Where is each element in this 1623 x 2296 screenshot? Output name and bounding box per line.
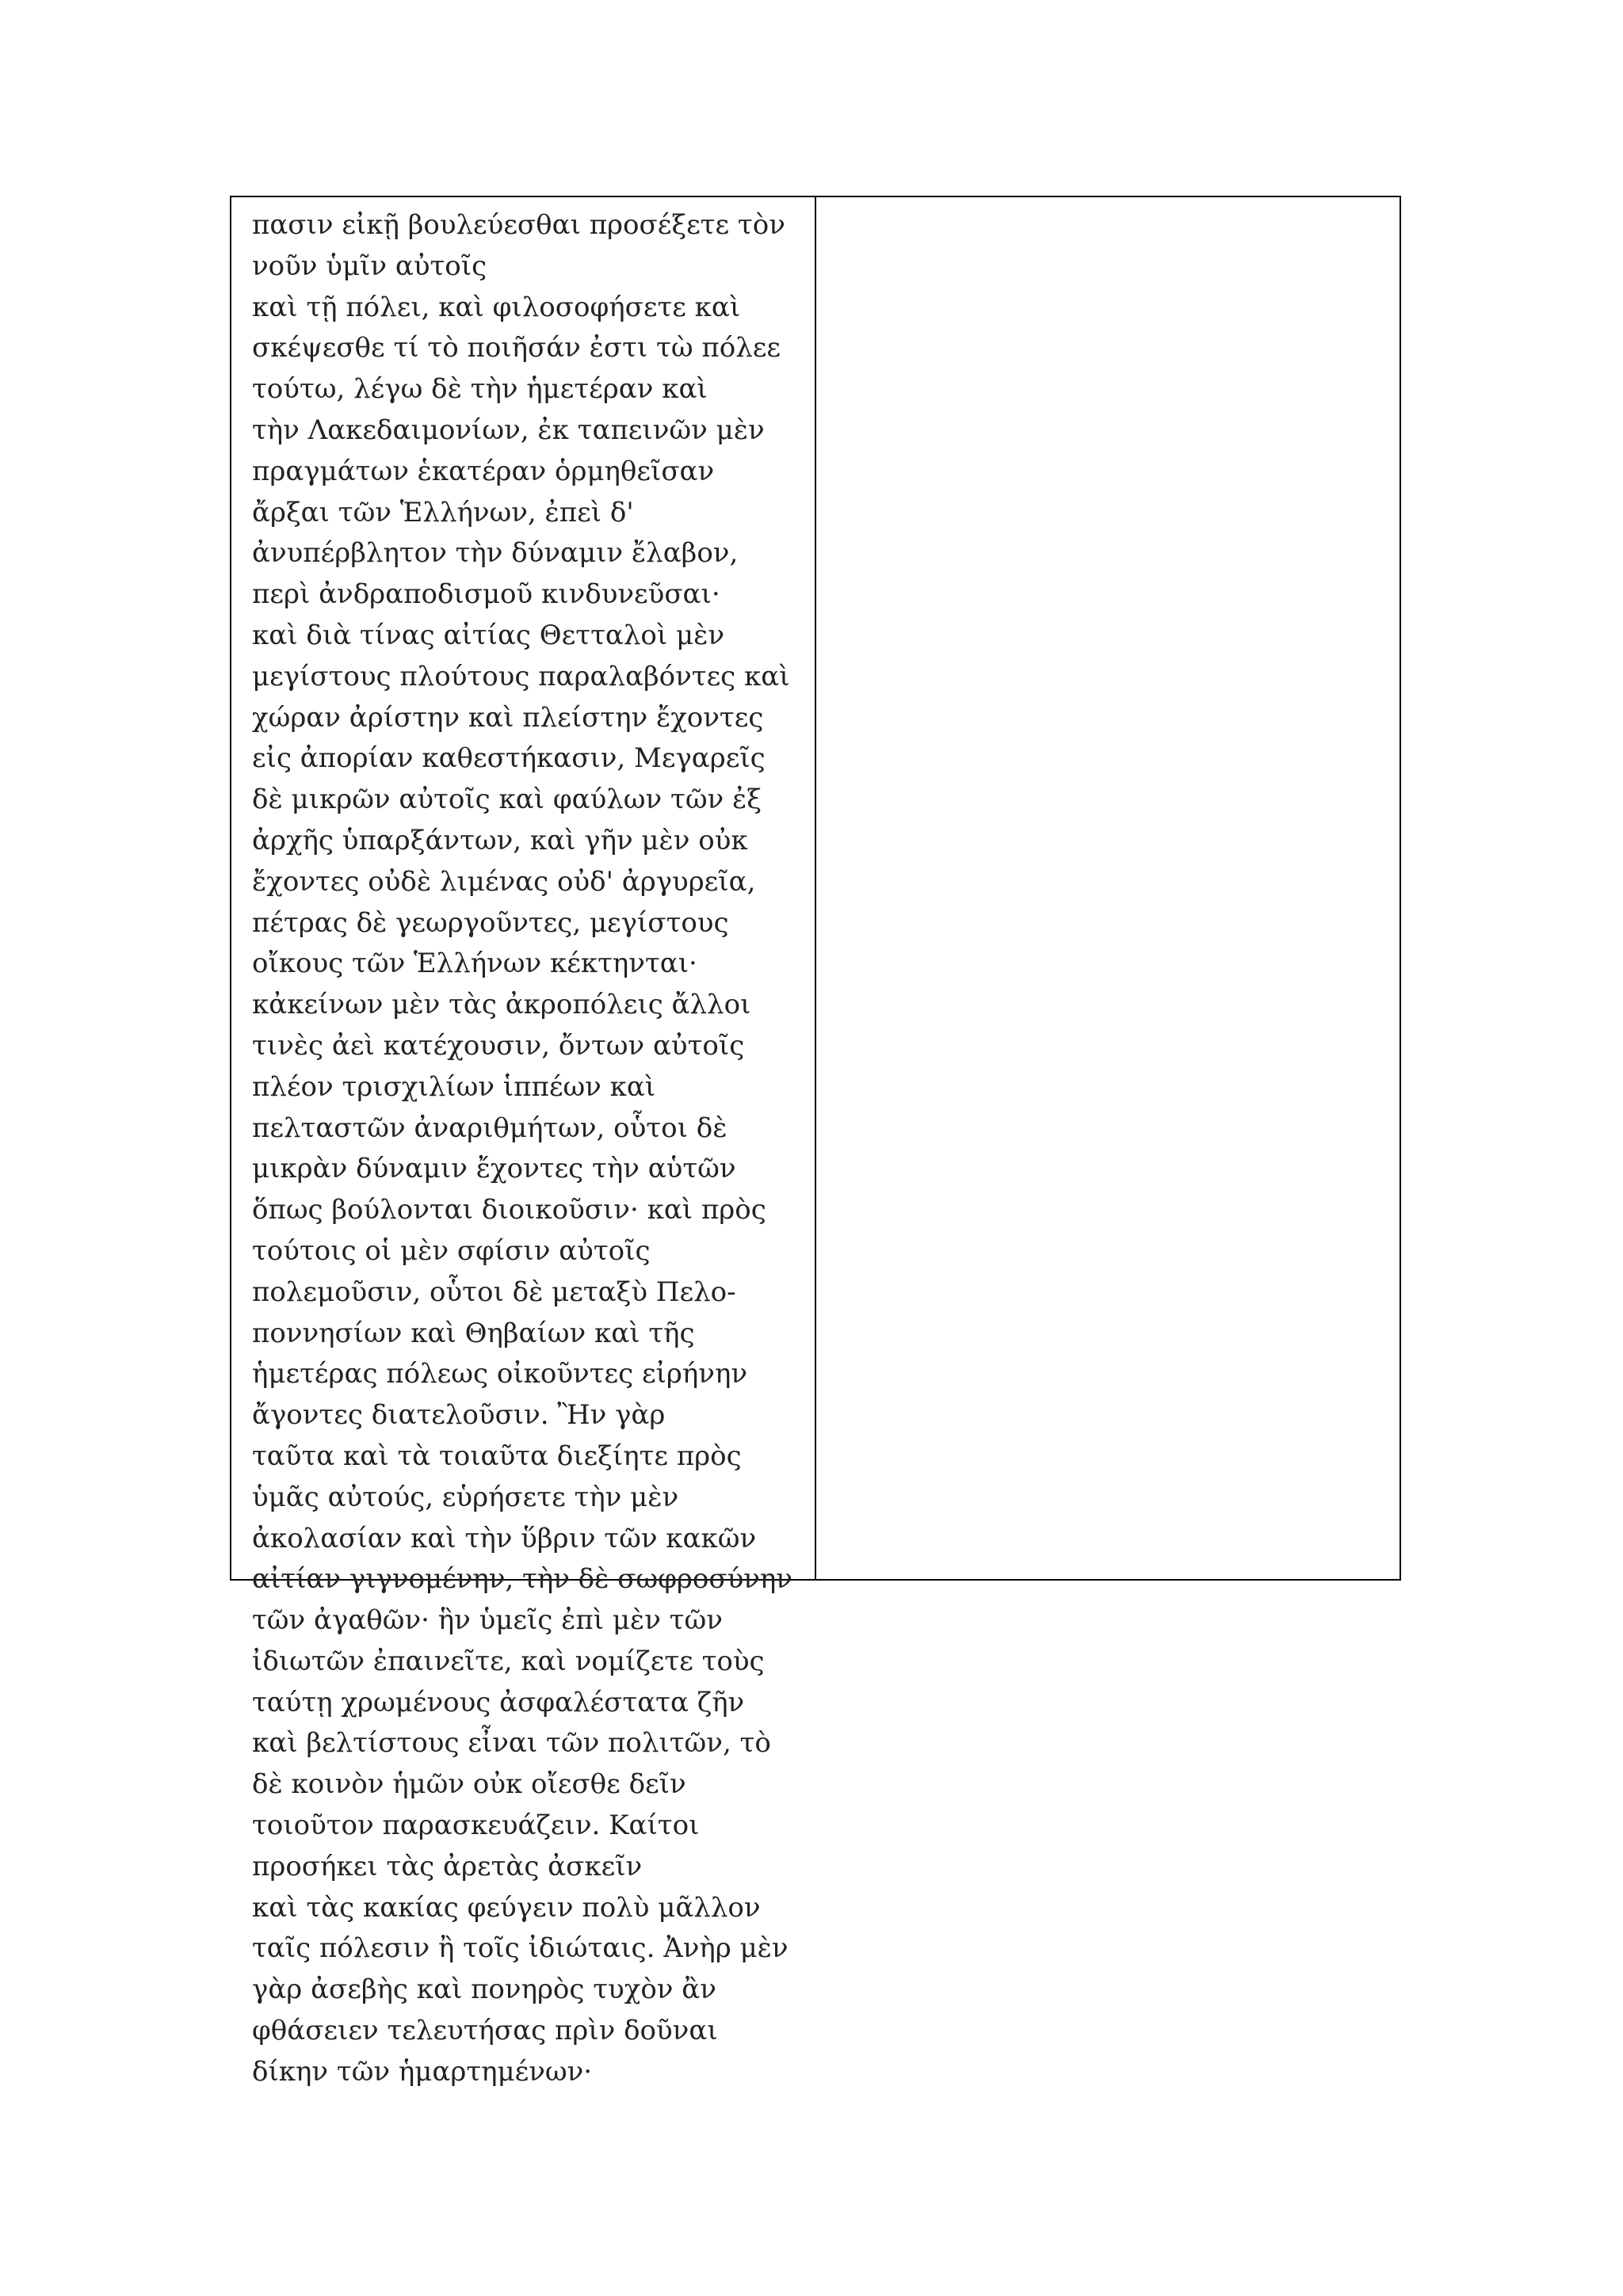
text-line: πολεμοῦσιν, οὗτοι δὲ μεταξὺ Πελο- [252, 1276, 736, 1308]
greek-text-column [231, 197, 816, 2088]
text-line: φθάσειεν τελευτήσας πρὶν δοῦναι [252, 2015, 718, 2047]
text-line: μεγίστους πλούτους παραλαβόντες καὶ [252, 660, 790, 692]
text-line: τούτοις οἱ μὲν σφίσιν αὐτοῖς [252, 1234, 651, 1267]
text-line: τινὲς ἀεὶ κατέχουσιν, ὄντων αὐτοῖς [252, 1029, 745, 1062]
text-line: χώραν ἀρίστην καὶ πλείστην ἔχοντες [252, 701, 764, 734]
text-line: ἡμετέρας πόλεως οἰκοῦντες εἰρήνην [252, 1358, 747, 1390]
text-line: ἰδιωτῶν ἐπαινεῖτε, καὶ νομίζετε τοὺς [252, 1645, 765, 1677]
text-line: καὶ διὰ τίνας αἰτίας Θετταλοὶ μὲν [252, 619, 725, 651]
text-line: πέτρας δὲ γεωργοῦντες, μεγίστους [252, 906, 729, 939]
text-line: σκέψεσθε τί τὸ ποιῆσάν ἐστι τὼ πόλεε [252, 332, 781, 364]
text-line: δὲ κοινὸν ἡμῶν οὐκ οἴεσθε δεῖν [252, 1768, 686, 1801]
text-line: δὲ μικρῶν αὐτοῖς καὶ φαύλων τῶν ἐξ [252, 784, 762, 816]
text-line: νοῦν ὑμῖν αὐτοῖς [252, 250, 487, 282]
text-line: ὅπως βούλονται διοικοῦσιν· καὶ πρὸς [252, 1194, 766, 1226]
text-line: ἀνυπέρβλητον τὴν δύναμιν ἔλαβον, [252, 537, 739, 570]
text-line: ποννησίων καὶ Θηβαίων καὶ τῆς [252, 1317, 695, 1349]
text-line: ἄρξαι τῶν Ἑλλήνων, ἐπεὶ δ' [252, 496, 634, 528]
text-line: μικρὰν δύναμιν ἔχοντες τὴν αὑτῶν [252, 1153, 736, 1185]
empty-translation-column [816, 197, 1400, 1579]
text-line: περὶ ἀνδραποδισμοῦ κινδυνεῦσαι· [252, 578, 720, 611]
text-line: πασιν εἰκῇ βουλεύεσθαι προσέξετε τὸν [252, 209, 785, 241]
text-line: ὑμᾶς αὐτούς, εὑρήσετε τὴν μὲν [252, 1481, 679, 1513]
text-line: προσήκει τὰς ἀρετὰς ἀσκεῖν [252, 1850, 643, 1882]
text-line: πραγμάτων ἑκατέραν ὁρμηθεῖσαν [252, 455, 715, 487]
text-line: οἴκους τῶν Ἑλλήνων κέκτηνται· [252, 948, 697, 980]
text-line: ἔχοντες οὐδὲ λιμένας οὐδ' ἀργυρεῖα, [252, 865, 756, 898]
text-line: δίκην τῶν ἡμαρτημένων· [252, 2055, 593, 2088]
text-line: καὶ τῇ πόλει, καὶ φιλοσοφήσετε καὶ [252, 291, 741, 323]
text-line: ταῦτα καὶ τὰ τοιαῦτα διεξίητε πρὸς [252, 1440, 742, 1472]
text-line: γὰρ ἀσεβὴς καὶ πονηρὸς τυχὸν ἂν [252, 1974, 716, 2006]
text-line: τούτω, λέγω δὲ τὴν ἡμετέραν καὶ [252, 373, 708, 406]
text-line: ταῖς πόλεσιν ἢ τοῖς ἰδιώταις. Ἀνὴρ μὲν [252, 1932, 789, 1965]
text-line: εἰς ἀπορίαν καθεστήκασιν, Μεγαρεῖς [252, 742, 766, 775]
text-line: κἀκείνων μὲν τὰς ἀκροπόλεις ἄλλοι [252, 989, 751, 1021]
text-table [230, 196, 1401, 2088]
text-line: καὶ βελτίστους εἶναι τῶν πολιτῶν, τὸ [252, 1727, 771, 1760]
text-line: ἀκολασίαν καὶ τὴν ὕβριν τῶν κακῶν [252, 1522, 757, 1554]
text-line: αἰτίαν γιγνομένην, τὴν δὲ σωφροσύνην [252, 1563, 792, 1596]
text-line: τοιοῦτον παρασκευάζειν. Καίτοι [252, 1810, 700, 1842]
text-line: πελταστῶν ἀναριθμήτων, οὗτοι δὲ [252, 1112, 727, 1144]
text-line: ἄγοντες διατελοῦσιν. Ἢν γὰρ [252, 1399, 666, 1432]
text-line: τῶν ἀγαθῶν· ἣν ὑμεῖς ἐπὶ μὲν τῶν [252, 1604, 723, 1637]
text-line: τὴν Λακεδαιμονίων, ἐκ ταπεινῶν μὲν [252, 414, 765, 446]
text-line: πλέον τρισχιλίων ἱππέων καὶ [252, 1070, 656, 1103]
text-line: καὶ τὰς κακίας φεύγειν πολὺ μᾶλλον [252, 1891, 761, 1924]
text-line: ταύτῃ χρωμένους ἀσφαλέστατα ζῆν [252, 1686, 745, 1718]
text-line: ἀρχῆς ὑπαρξάντων, καὶ γῆν μὲν οὐκ [252, 824, 748, 856]
